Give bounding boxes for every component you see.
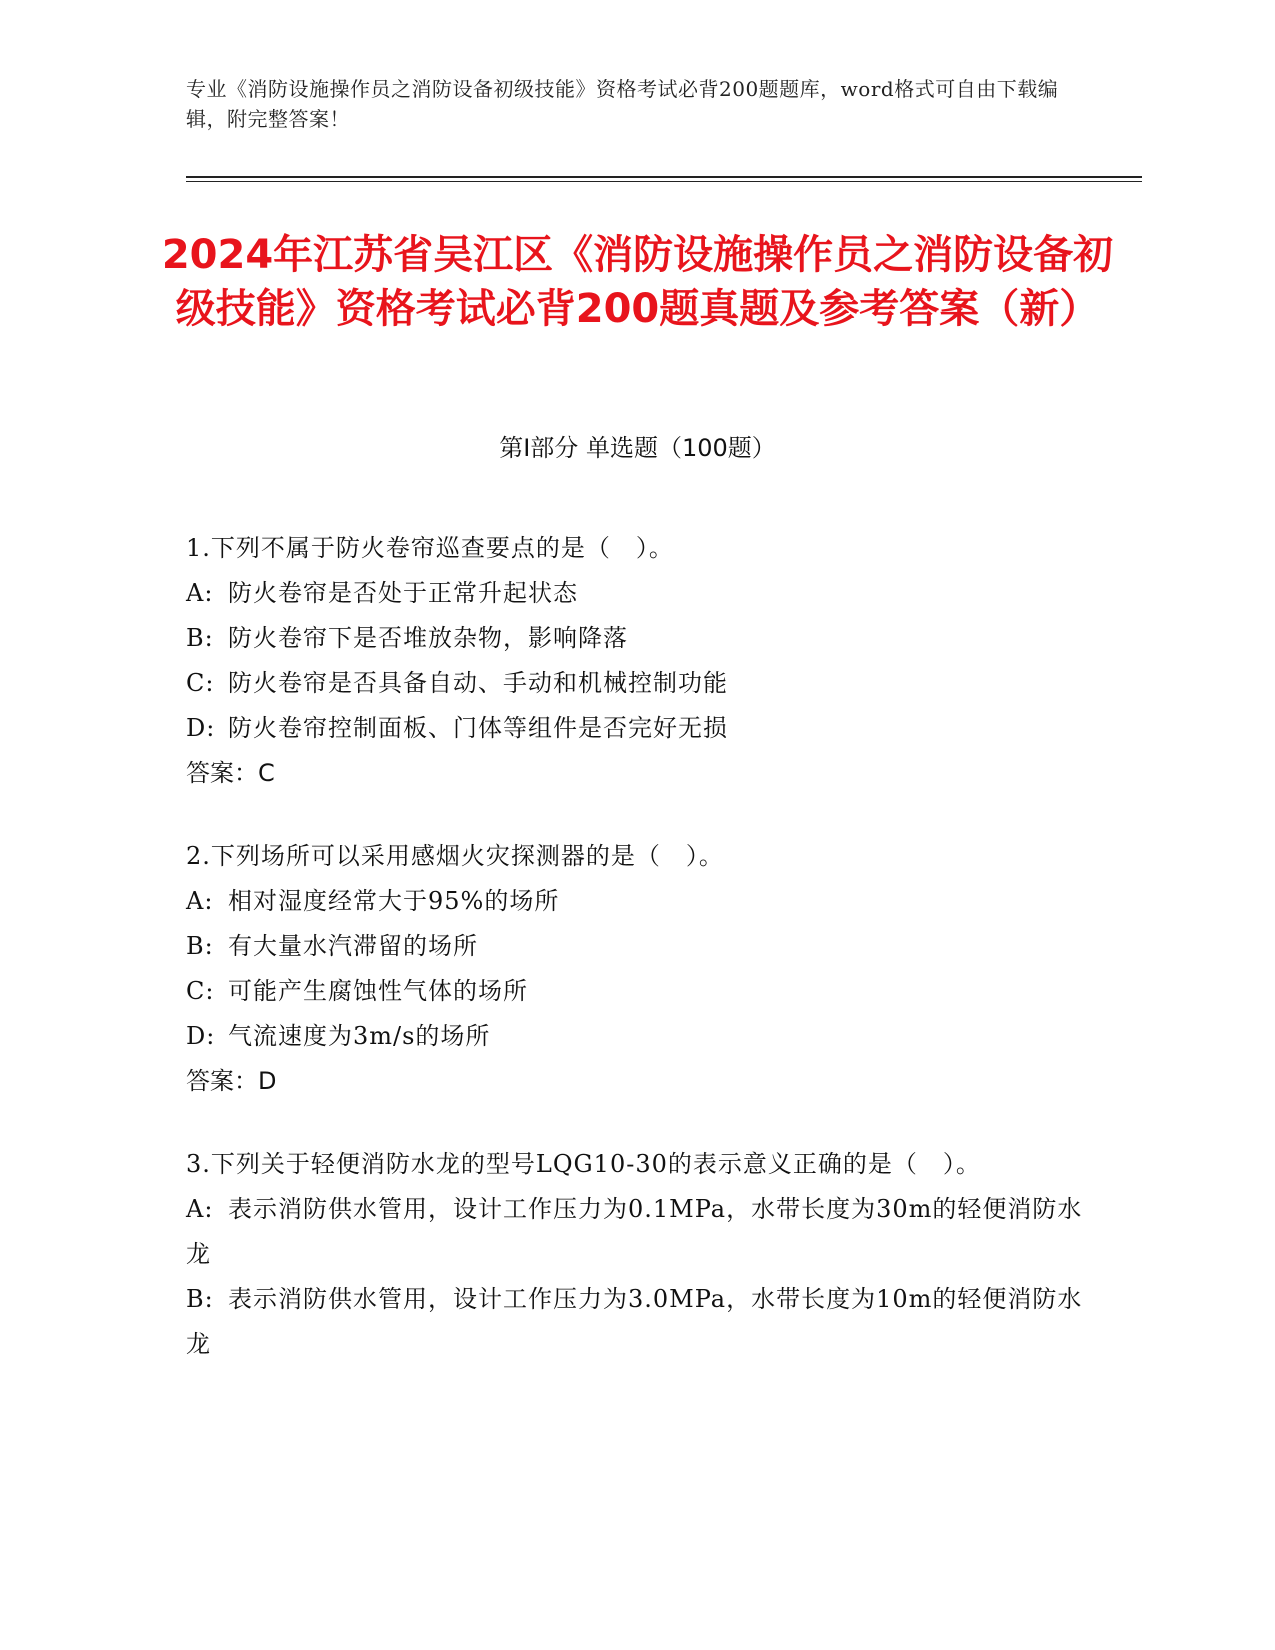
question-list [186, 526, 1086, 1405]
answer: 答案：D [186, 1067, 277, 1095]
option-label: A: [186, 887, 214, 915]
option-text: 防火卷帘是否处于正常升起状态 [228, 579, 578, 607]
option-d [186, 706, 1086, 751]
option-d [186, 1014, 1086, 1059]
option-text: 可能产生腐蚀性气体的场所 [228, 977, 528, 1005]
option-label: C: [186, 669, 215, 697]
header-rule-thick [186, 176, 1142, 178]
option-label: D: [186, 714, 216, 742]
question-stem: 1.下列不属于防火卷帘巡查要点的是（ ）。 [186, 534, 674, 562]
option-label: A: [186, 1195, 214, 1223]
document-title: 2024年江苏省吴江区《消防设施操作员之消防设备初级技能》资格考试必背200题真题及参考答案（新） [161, 232, 1114, 332]
question-2 [186, 834, 1086, 1104]
option-a [186, 571, 1086, 616]
option-a [186, 879, 1086, 924]
option-b [186, 924, 1086, 969]
option-b [186, 1277, 1086, 1367]
option-text: 相对湿度经常大于95%的场所 [228, 887, 560, 915]
section-heading: 第Ⅰ部分 单选题（100题） [499, 434, 776, 462]
option-text: 有大量水汽滞留的场所 [228, 932, 478, 960]
question-stem: 2.下列场所可以采用感烟火灾探测器的是（ ）。 [186, 842, 724, 870]
option-text: 防火卷帘控制面板、门体等组件是否完好无损 [228, 714, 728, 742]
option-a [186, 1187, 1086, 1277]
answer: 答案：C [186, 759, 275, 787]
header-note: 专业《消防设施操作员之消防设备初级技能》资格考试必背200题题库，word格式可自由下载编辑，附完整答案！ [186, 77, 1059, 131]
option-text: 防火卷帘是否具备自动、手动和机械控制功能 [228, 669, 728, 697]
option-label: C: [186, 977, 215, 1005]
header-rule-thin [186, 181, 1142, 182]
option-label: B: [186, 1285, 214, 1313]
option-text: 气流速度为3m/s的场所 [228, 1022, 491, 1050]
option-label: A: [186, 579, 214, 607]
option-label: B: [186, 932, 214, 960]
option-label: D: [186, 1022, 216, 1050]
option-text: 表示消防供水管用，设计工作压力为3.0MPa，水带长度为10m的轻便消防水龙 [186, 1285, 1083, 1358]
option-label: B: [186, 624, 214, 652]
option-text: 表示消防供水管用，设计工作压力为0.1MPa，水带长度为30m的轻便消防水龙 [186, 1195, 1083, 1268]
question-1 [186, 526, 1086, 796]
option-text: 防火卷帘下是否堆放杂物，影响降落 [228, 624, 628, 652]
question-stem: 3.下列关于轻便消防水龙的型号LQG10-30的表示意义正确的是（ ）。 [186, 1150, 981, 1178]
option-c [186, 661, 1086, 706]
option-b [186, 616, 1086, 661]
option-c [186, 969, 1086, 1014]
question-3 [186, 1142, 1086, 1367]
